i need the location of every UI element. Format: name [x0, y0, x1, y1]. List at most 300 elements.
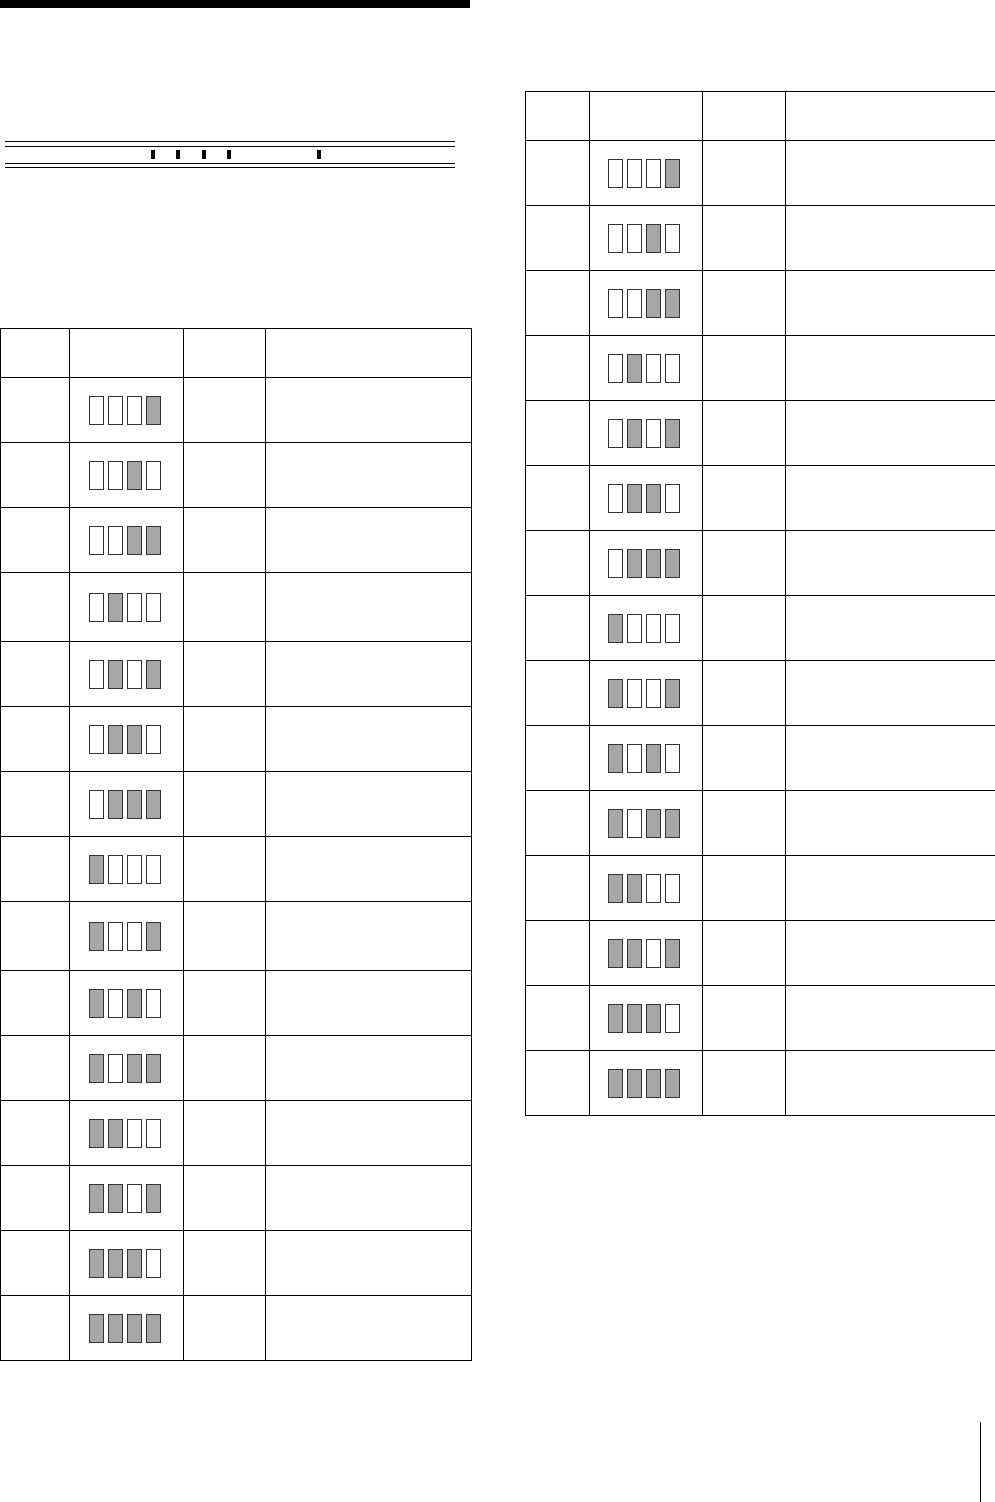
table-cell [266, 443, 472, 508]
table-row [526, 271, 995, 336]
diagram-rule [5, 167, 455, 168]
table-cell [1, 642, 70, 707]
switch-setting-cell [590, 661, 703, 726]
table-cell [703, 921, 786, 986]
diagram-rule [5, 141, 455, 142]
table-row [1, 573, 472, 642]
table-row [526, 986, 995, 1051]
dip-switch-group [608, 549, 680, 578]
table-row [1, 772, 472, 837]
table-cell [184, 1231, 266, 1296]
table-cell [266, 837, 472, 902]
dip-switch-off [646, 159, 661, 188]
dip-switch-group [608, 289, 680, 318]
table-row [526, 661, 995, 726]
table-cell [703, 336, 786, 401]
dip-switch-on [146, 526, 161, 555]
dip-switch-group [89, 1314, 161, 1343]
table-cell [703, 726, 786, 791]
table-cell [184, 902, 266, 971]
switch-setting-cell [70, 971, 184, 1036]
diagram-rule [5, 163, 455, 164]
table-cell [184, 1166, 266, 1231]
dip-switch-on [608, 1069, 623, 1098]
switch-setting-cell [590, 401, 703, 466]
dip-switch-off [608, 484, 623, 513]
table-cell [786, 466, 995, 531]
dip-switch-on [146, 790, 161, 819]
table-cell [184, 508, 266, 573]
dip-switch-on [146, 660, 161, 689]
table-cell [786, 336, 995, 401]
dip-switch-on [108, 1314, 123, 1343]
switch-setting-cell [70, 707, 184, 772]
dip-switch-on [108, 593, 123, 622]
switch-settings-table-left [0, 328, 472, 1361]
dip-switch-on [646, 224, 661, 253]
table-cell [266, 1101, 472, 1166]
table-cell [786, 596, 995, 661]
table-row [526, 401, 995, 466]
switch-setting-cell [70, 1296, 184, 1361]
table-cell [1, 772, 70, 837]
table-cell [703, 1051, 786, 1116]
switch-position-diagram [5, 141, 455, 169]
section-header-rule [0, 0, 470, 8]
switch-setting-cell [70, 1036, 184, 1101]
switch-setting-cell [70, 1101, 184, 1166]
table-cell [526, 206, 590, 271]
dip-switch-group [608, 354, 680, 383]
dip-switch-off [108, 989, 123, 1018]
table-cell [703, 401, 786, 466]
dip-switch-off [89, 526, 104, 555]
dip-switch-off [608, 224, 623, 253]
table-cell [786, 661, 995, 726]
table-body [1, 378, 472, 1361]
switch-setting-cell [590, 271, 703, 336]
dip-switch-group [608, 679, 680, 708]
dip-switch-off [127, 1119, 142, 1148]
dip-switch-on [608, 809, 623, 838]
dip-switch-off [627, 289, 642, 318]
table-row [526, 856, 995, 921]
table-row [526, 336, 995, 401]
table-row [1, 971, 472, 1036]
dip-switch-on [146, 1184, 161, 1213]
table-row [526, 791, 995, 856]
table-cell [703, 271, 786, 336]
dip-switch-on [108, 1184, 123, 1213]
table-cell [184, 837, 266, 902]
table-cell [786, 791, 995, 856]
table-cell [703, 856, 786, 921]
dip-switch-off [665, 354, 680, 383]
table-cell [184, 573, 266, 642]
dip-switch-on [627, 939, 642, 968]
table-cell [1, 707, 70, 772]
dip-switch-group [608, 809, 680, 838]
dip-switch-on [665, 939, 680, 968]
table-row [526, 466, 995, 531]
dip-switch-off [646, 419, 661, 448]
table-cell [526, 726, 590, 791]
table-cell [1, 1101, 70, 1166]
table-row [526, 726, 995, 791]
dip-switch-off [89, 660, 104, 689]
dip-switch-group [89, 855, 161, 884]
dip-switch-on [127, 1314, 142, 1343]
switch-setting-cell [590, 1051, 703, 1116]
table-cell [786, 401, 995, 466]
dip-switch-off [146, 461, 161, 490]
table-cell [266, 508, 472, 573]
table-cell [703, 531, 786, 596]
dip-switch-off [608, 289, 623, 318]
dip-switch-off [89, 593, 104, 622]
switch-setting-cell [590, 141, 703, 206]
dip-switch-off [108, 526, 123, 555]
dip-switch-off [665, 1004, 680, 1033]
dip-switch-off [627, 614, 642, 643]
switch-setting-cell [590, 856, 703, 921]
dip-switch-on [665, 549, 680, 578]
switch-tick-mark [151, 150, 155, 159]
switch-setting-cell [70, 772, 184, 837]
switch-setting-cell [590, 596, 703, 661]
header-cell [70, 329, 184, 378]
table-row [1, 1296, 472, 1361]
table-row [1, 443, 472, 508]
dip-switch-on [146, 396, 161, 425]
dip-switch-on [627, 874, 642, 903]
dip-switch-group [608, 744, 680, 773]
dip-switch-group [89, 725, 161, 754]
dip-switch-group [89, 1054, 161, 1083]
table-cell [526, 466, 590, 531]
dip-switch-on [127, 461, 142, 490]
dip-switch-off [627, 159, 642, 188]
dip-switch-off [127, 396, 142, 425]
table-cell [184, 707, 266, 772]
table-cell [266, 971, 472, 1036]
dip-switch-off [146, 725, 161, 754]
table-cell [184, 971, 266, 1036]
table-cell [1, 573, 70, 642]
header-cell [526, 92, 590, 141]
dip-switch-off [646, 874, 661, 903]
dip-switch-on [665, 679, 680, 708]
switch-setting-cell [590, 336, 703, 401]
dip-switch-group [89, 1184, 161, 1213]
table-cell [786, 141, 995, 206]
dip-switch-off [608, 354, 623, 383]
table-cell [526, 531, 590, 596]
table-cell [1, 443, 70, 508]
dip-switch-on [127, 1249, 142, 1278]
dip-switch-off [627, 679, 642, 708]
dip-switch-group [89, 922, 161, 951]
dip-switch-off [665, 874, 680, 903]
dip-switch-off [127, 1184, 142, 1213]
dip-switch-on [108, 1249, 123, 1278]
dip-switch-off [127, 922, 142, 951]
dip-switch-on [646, 289, 661, 318]
table-cell [786, 856, 995, 921]
dip-switch-on [146, 1054, 161, 1083]
dip-switch-on [127, 989, 142, 1018]
table-cell [526, 921, 590, 986]
table-row [1, 707, 472, 772]
dip-switch-off [627, 224, 642, 253]
dip-switch-on [127, 725, 142, 754]
table-row [1, 902, 472, 971]
table-header-row [1, 329, 472, 378]
table-cell [266, 378, 472, 443]
table-cell [266, 772, 472, 837]
dip-switch-group [89, 1249, 161, 1278]
dip-switch-off [665, 484, 680, 513]
table-cell [1, 902, 70, 971]
dip-switch-group [608, 419, 680, 448]
dip-switch-on [608, 744, 623, 773]
table-cell [1, 1296, 70, 1361]
dip-switch-off [108, 922, 123, 951]
table-body [526, 141, 995, 1116]
table-cell [786, 921, 995, 986]
table-cell [184, 1036, 266, 1101]
table-cell [526, 596, 590, 661]
dip-switch-off [665, 614, 680, 643]
switch-setting-cell [70, 1231, 184, 1296]
dip-switch-group [608, 874, 680, 903]
dip-switch-group [608, 1069, 680, 1098]
table-cell [266, 1296, 472, 1361]
table-cell [184, 1296, 266, 1361]
dip-switch-off [146, 989, 161, 1018]
table-cell [184, 443, 266, 508]
table-cell [786, 986, 995, 1051]
table-row [526, 141, 995, 206]
header-cell [266, 329, 472, 378]
switch-setting-cell [590, 921, 703, 986]
dip-switch-on [646, 484, 661, 513]
table-cell [1, 1231, 70, 1296]
diagram-rule [5, 146, 455, 147]
dip-switch-on [627, 549, 642, 578]
table-cell [1, 1166, 70, 1231]
switch-setting-cell [70, 837, 184, 902]
dip-switch-group [89, 461, 161, 490]
dip-switch-on [646, 1004, 661, 1033]
table-row [526, 921, 995, 986]
table-cell [266, 573, 472, 642]
table-cell [786, 206, 995, 271]
dip-switch-on [89, 855, 104, 884]
dip-switch-on [627, 1069, 642, 1098]
switch-tick-mark [176, 150, 180, 159]
dip-switch-off [665, 744, 680, 773]
dip-switch-on [627, 419, 642, 448]
dip-switch-off [89, 790, 104, 819]
switch-setting-cell [70, 642, 184, 707]
switch-setting-cell [590, 206, 703, 271]
table-row [526, 1051, 995, 1116]
dip-switch-off [646, 354, 661, 383]
dip-switch-off [608, 549, 623, 578]
dip-switch-on [108, 725, 123, 754]
dip-switch-group [89, 660, 161, 689]
dip-switch-on [646, 1069, 661, 1098]
switch-setting-cell [70, 443, 184, 508]
dip-switch-on [627, 354, 642, 383]
dip-switch-on [89, 922, 104, 951]
dip-switch-off [108, 855, 123, 884]
dip-switch-on [108, 660, 123, 689]
dip-switch-on [665, 159, 680, 188]
table-row [1, 378, 472, 443]
table-row [526, 206, 995, 271]
dip-switch-on [665, 1069, 680, 1098]
dip-switch-off [127, 593, 142, 622]
dip-switch-group [89, 396, 161, 425]
header-cell [590, 92, 703, 141]
table-header-row [526, 92, 995, 141]
table-cell [526, 791, 590, 856]
dip-switch-on [108, 790, 123, 819]
dip-switch-group [608, 224, 680, 253]
dip-switch-off [108, 1054, 123, 1083]
table-row [1, 837, 472, 902]
switch-setting-cell [70, 508, 184, 573]
dip-switch-on [89, 1249, 104, 1278]
dip-switch-off [627, 809, 642, 838]
switch-setting-cell [590, 531, 703, 596]
dip-switch-on [608, 679, 623, 708]
dip-switch-on [646, 549, 661, 578]
dip-switch-group [608, 1004, 680, 1033]
table-cell [266, 707, 472, 772]
dip-switch-off [646, 679, 661, 708]
dip-switch-on [608, 1004, 623, 1033]
dip-switch-off [108, 396, 123, 425]
header-cell [1, 329, 70, 378]
dip-switch-group [608, 484, 680, 513]
table-cell [786, 1051, 995, 1116]
table-cell [184, 642, 266, 707]
dip-switch-off [108, 461, 123, 490]
page-margin-rule [980, 1422, 981, 1502]
dip-switch-on [89, 1119, 104, 1148]
table-cell [1, 378, 70, 443]
dip-switch-off [646, 939, 661, 968]
dip-switch-off [89, 396, 104, 425]
table-cell [184, 378, 266, 443]
table-cell [526, 986, 590, 1051]
table-cell [703, 661, 786, 726]
switch-setting-cell [70, 1166, 184, 1231]
table-row [526, 531, 995, 596]
table-cell [703, 466, 786, 531]
dip-switch-on [608, 874, 623, 903]
table-cell [526, 856, 590, 921]
table-row [1, 508, 472, 573]
dip-switch-on [127, 1054, 142, 1083]
table-cell [526, 401, 590, 466]
dip-switch-on [665, 419, 680, 448]
table-row [1, 1231, 472, 1296]
table-row [526, 596, 995, 661]
switch-tick-mark [227, 150, 231, 159]
header-cell [184, 329, 266, 378]
switch-tick-mark [202, 150, 206, 159]
dip-switch-on [146, 1314, 161, 1343]
dip-switch-on [146, 922, 161, 951]
table-cell [184, 772, 266, 837]
dip-switch-off [608, 159, 623, 188]
table-cell [184, 1101, 266, 1166]
dip-switch-on [89, 1184, 104, 1213]
dip-switch-on [108, 1119, 123, 1148]
table-cell [703, 596, 786, 661]
dip-switch-off [146, 855, 161, 884]
dip-switch-off [89, 461, 104, 490]
header-cell [703, 92, 786, 141]
switch-setting-cell [590, 726, 703, 791]
dip-switch-group [89, 593, 161, 622]
dip-switch-group [608, 939, 680, 968]
dip-switch-on [127, 526, 142, 555]
dip-switch-group [89, 989, 161, 1018]
table-cell [1, 971, 70, 1036]
dip-switch-on [665, 809, 680, 838]
dip-switch-group [89, 790, 161, 819]
table-row [1, 1101, 472, 1166]
dip-switch-on [608, 939, 623, 968]
switch-tick-mark [317, 150, 321, 159]
dip-switch-on [127, 790, 142, 819]
dip-switch-on [89, 989, 104, 1018]
switch-setting-cell [590, 791, 703, 856]
dip-switch-off [89, 725, 104, 754]
table-row [1, 642, 472, 707]
dip-switch-on [608, 614, 623, 643]
dip-switch-on [627, 1004, 642, 1033]
dip-switch-off [665, 224, 680, 253]
dip-switch-on [646, 744, 661, 773]
table-cell [786, 271, 995, 336]
header-cell [786, 92, 995, 141]
table-cell [266, 902, 472, 971]
dip-switch-on [627, 484, 642, 513]
table-cell [266, 642, 472, 707]
dip-switch-off [608, 419, 623, 448]
switch-settings-table-right [525, 91, 995, 1116]
switch-setting-cell [590, 466, 703, 531]
table-cell [266, 1036, 472, 1101]
dip-switch-group [89, 1119, 161, 1148]
table-cell [526, 141, 590, 206]
table-row [1, 1036, 472, 1101]
table-cell [1, 1036, 70, 1101]
dip-switch-off [646, 614, 661, 643]
table-cell [526, 1051, 590, 1116]
table-cell [703, 791, 786, 856]
table-cell [703, 206, 786, 271]
table-cell [526, 336, 590, 401]
table-cell [266, 1166, 472, 1231]
switch-setting-cell [70, 902, 184, 971]
